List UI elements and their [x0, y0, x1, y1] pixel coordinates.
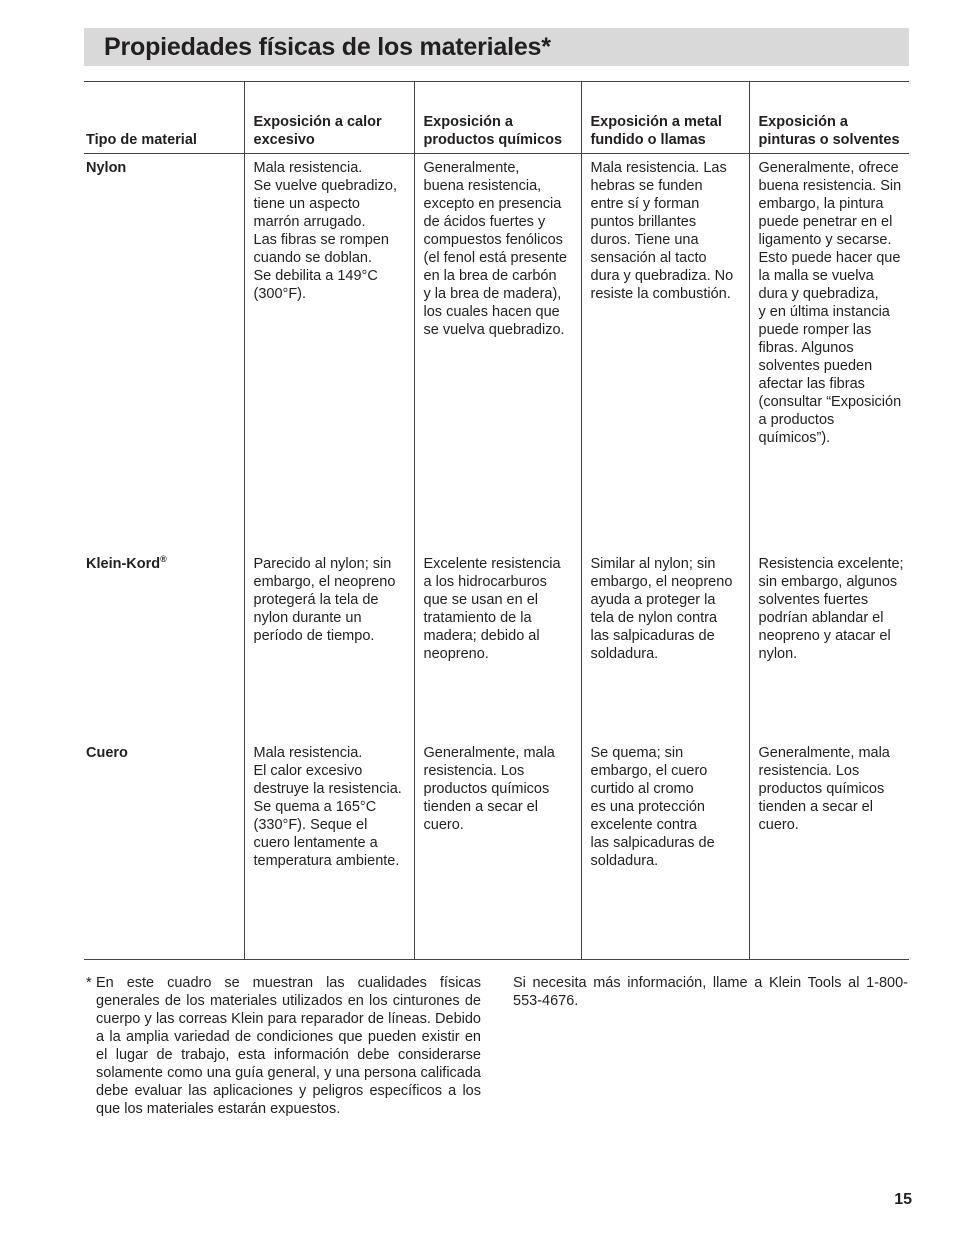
table-cell	[414, 739, 581, 960]
table-row-klein-kord	[84, 550, 909, 739]
cell-text-line: sin embargo, algunos	[758, 573, 898, 590]
page-title: Propiedades físicas de los materiales*	[104, 33, 551, 61]
material-name-text: Klein-Kord	[86, 555, 161, 572]
cell-text-line: se vuelva quebradizo.	[423, 322, 565, 338]
material-properties-table	[84, 81, 909, 960]
cell-text-line: que se usan en el	[423, 591, 538, 608]
table-cell	[749, 154, 909, 550]
page-number: 15	[894, 1191, 912, 1208]
table-cell	[581, 154, 749, 550]
cell-text-line: protegerá la tela de	[253, 591, 379, 608]
cell-text-line: y en última instancia	[758, 304, 890, 320]
cell-text-line: puntos brillantes	[590, 214, 697, 230]
cell-text-line: a productos	[758, 412, 835, 428]
cell-text-line: Las fibras se rompen	[253, 232, 389, 248]
cell-text-line: destruye la resistencia.	[253, 780, 402, 797]
contact-info: Si necesita más información, llame a Klein Tools al 1-800-553-4676.	[513, 975, 908, 1009]
cell-text-line: Mala resistencia.	[253, 744, 363, 761]
cell-text-line: de ácidos fuertes y	[423, 214, 546, 230]
material-name-text: Cuero	[86, 744, 128, 761]
cell-text-line: las salpicaduras de	[590, 627, 715, 644]
header-heat-exposure: Exposición a calor excesivo	[244, 82, 414, 154]
cell-text-line: embargo, el cuero	[590, 762, 708, 779]
cell-text-line: Generalmente,	[423, 160, 520, 176]
cell-text-line: tienden a secar el	[423, 798, 538, 815]
cell-text-line: Se vuelve quebradizo,	[253, 178, 397, 194]
cell-text-line: neopreno.	[423, 645, 489, 662]
cell-text-line: resistencia. Los	[423, 762, 525, 779]
cell-text-line: marrón arrugado.	[253, 214, 366, 230]
table-row-nylon	[84, 154, 909, 550]
cell-text-line: cuando se doblan.	[253, 250, 373, 266]
cell-text-line: curtido al cromo	[590, 780, 694, 797]
cell-text-line: (300°F).	[253, 286, 307, 302]
cell-text-line: Generalmente, ofrece	[758, 160, 899, 176]
title-bar	[84, 28, 909, 66]
registered-mark: ®	[160, 553, 167, 564]
table-cell	[244, 739, 414, 960]
cell-text-line: sensación al tacto	[590, 250, 707, 266]
cell-text-line: Mala resistencia. Las	[590, 160, 727, 176]
cell-text-line: Resistencia excelente;	[758, 555, 904, 572]
footnote	[86, 974, 481, 1118]
cell-text-line: a los hidrocarburos	[423, 573, 547, 590]
cell-text-line: Mala resistencia.	[253, 160, 363, 176]
cell-text-line: excepto en presencia	[423, 196, 562, 212]
cell-text-line: los cuales hacen que	[423, 304, 560, 320]
table-cell	[581, 550, 749, 739]
cell-text-line: cuero.	[758, 816, 799, 833]
cell-text-line: cuero.	[423, 816, 464, 833]
cell-text-line: las salpicaduras de	[590, 834, 715, 851]
cell-text-line: resiste la combustión.	[590, 286, 731, 302]
cell-text-line: y la brea de madera),	[423, 286, 562, 302]
cell-text-line: neopreno y atacar el	[758, 627, 891, 644]
cell-text-line: temperatura ambiente.	[253, 852, 400, 869]
table-cell	[414, 550, 581, 739]
cell-text-line: puede romper las	[758, 322, 872, 338]
table-cell	[244, 550, 414, 739]
cell-text-line: ligamento y secarse.	[758, 232, 892, 248]
cell-text-line: químicos”).	[758, 430, 831, 446]
material-name	[84, 739, 244, 960]
cell-text-line: solventes fuertes	[758, 591, 869, 608]
cell-text-line: (el fenol está presente	[423, 250, 567, 266]
cell-text-line: hebras se funden	[590, 178, 703, 194]
cell-text-line: duros. Tiene una	[590, 232, 699, 248]
cell-text-line: fibras. Algunos	[758, 340, 854, 356]
cell-text-line: resistencia. Los	[758, 762, 860, 779]
header-material-type: Tipo de material	[84, 82, 244, 154]
cell-text-line: (330°F). Seque el	[253, 816, 368, 833]
cell-text-line: productos químicos	[423, 780, 550, 797]
cell-text-line: Parecido al nylon; sin	[253, 555, 392, 572]
cell-text-line: período de tiempo.	[253, 627, 375, 644]
material-name	[84, 550, 244, 739]
cell-text-line: Generalmente, mala	[423, 744, 555, 761]
cell-text-line: Generalmente, mala	[758, 744, 890, 761]
cell-text-line: productos químicos	[758, 780, 885, 797]
cell-text-line: tela de nylon contra	[590, 609, 718, 626]
cell-text-line: excelente contra	[590, 816, 697, 833]
cell-text-line: ayuda a proteger la	[590, 591, 716, 608]
cell-text-line: entre sí y forman	[590, 196, 700, 212]
table-cell	[581, 739, 749, 960]
header-paint-solvent-exposure: Exposición a pinturas o solventes	[749, 82, 909, 154]
cell-text-line: Esto puede hacer que	[758, 250, 901, 266]
cell-text-line: podrían ablandar el	[758, 609, 884, 626]
footnote-marker: *	[86, 975, 92, 991]
cell-text-line: es una protección	[590, 798, 705, 815]
cell-text-line: puede penetrar en el	[758, 214, 893, 230]
cell-text-line: compuestos fenólicos	[423, 232, 563, 248]
cell-text-line: cuero lentamente a	[253, 834, 378, 851]
cell-text-line: soldadura.	[590, 852, 659, 869]
cell-text-line: en la brea de carbón	[423, 268, 557, 284]
header-molten-metal-exposure: Exposición a metal fundido o llamas	[581, 82, 749, 154]
cell-text-line: afectar las fibras	[758, 376, 865, 392]
header-chemical-exposure: Exposición a productos químicos	[414, 82, 581, 154]
cell-text-line: buena resistencia,	[423, 178, 542, 194]
cell-text-line: El calor excesivo	[253, 762, 363, 779]
footnote-text: En este cuadro se muestran las cualidades físicas generales de los materiales utilizados en los cinturones de cuerpo y las correas Klein para reparador de líneas. Debido a la amplia variedad de condiciones que pueden existir en el lugar de trabajo, esta información debe considerarse solamente como una guía general, y una persona calificada debe evaluar las aplicaciones y peligros específicos a los que los materiales estarán expuestos.	[96, 975, 481, 1117]
cell-text-line: Similar al nylon; sin	[590, 555, 716, 572]
cell-text-line: tiene un aspecto	[253, 196, 360, 212]
cell-text-line: madera; debido al	[423, 627, 540, 644]
cell-text-line: Excelente resistencia	[423, 555, 561, 572]
cell-text-line: tienden a secar el	[758, 798, 873, 815]
material-name	[84, 154, 244, 550]
table-cell	[749, 550, 909, 739]
cell-text-line: embargo, el neopreno	[253, 573, 396, 590]
cell-text-line: dura y quebradiza,	[758, 286, 879, 302]
table-header-row	[84, 82, 909, 154]
cell-text-line: (consultar “Exposición	[758, 394, 902, 410]
cell-text-line: tratamiento de la	[423, 609, 532, 626]
cell-text-line: la malla se vuelva	[758, 268, 874, 284]
table-cell	[414, 154, 581, 550]
cell-text-line: nylon.	[758, 645, 798, 662]
cell-text-line: Se quema a 165°C	[253, 798, 377, 815]
cell-text-line: Se quema; sin	[590, 744, 684, 761]
cell-text-line: solventes pueden	[758, 358, 873, 374]
cell-text-line: dura y quebradiza. No	[590, 268, 734, 284]
cell-text-line: embargo, el neopreno	[590, 573, 733, 590]
table-cell	[244, 154, 414, 550]
cell-text-line: nylon durante un	[253, 609, 362, 626]
material-name-text: Nylon	[86, 160, 127, 176]
cell-text-line: soldadura.	[590, 645, 659, 662]
cell-text-line: buena resistencia. Sin	[758, 178, 902, 194]
table-cell	[749, 739, 909, 960]
cell-text-line: embargo, la pintura	[758, 196, 884, 212]
cell-text-line: Se debilita a 149°C	[253, 268, 378, 284]
table-row-cuero	[84, 739, 909, 960]
